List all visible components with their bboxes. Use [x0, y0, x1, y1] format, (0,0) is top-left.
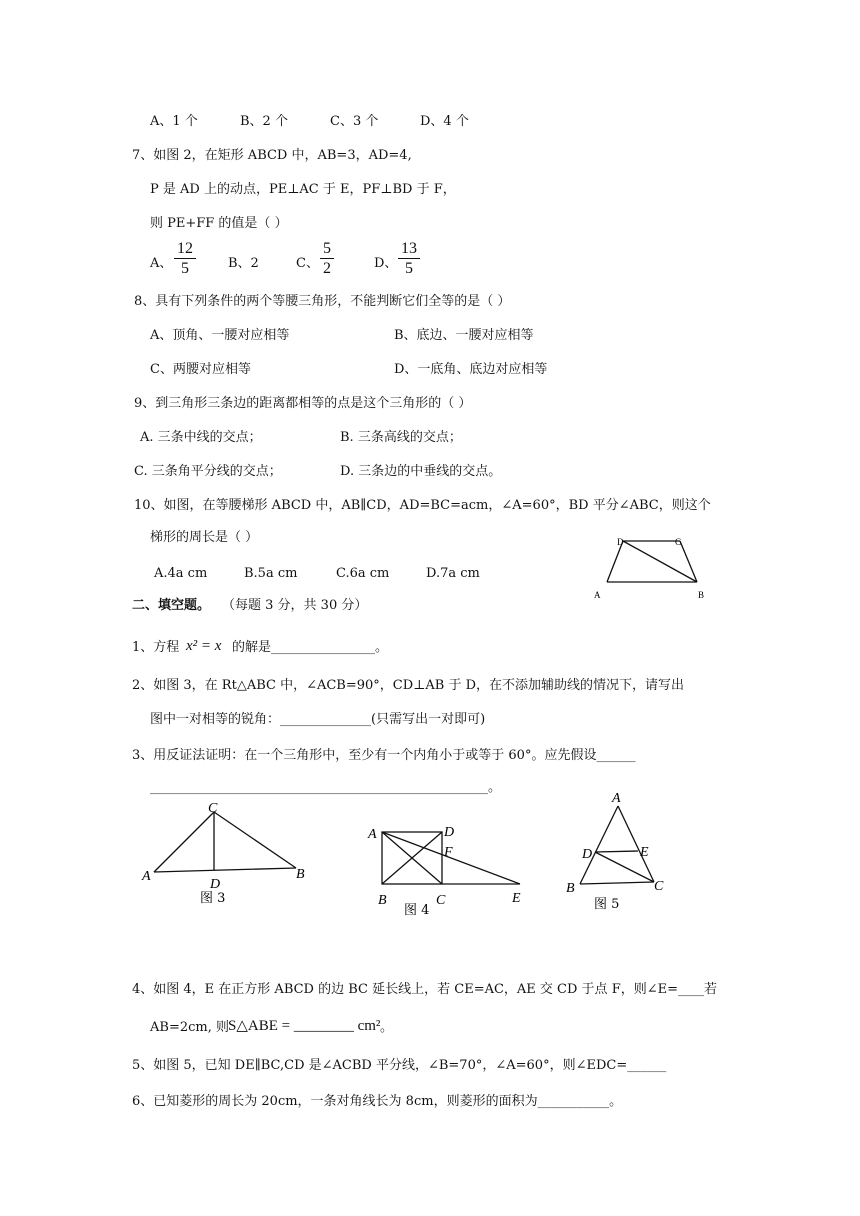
fig4-label-c: C [436, 893, 446, 908]
fig3-label-c: C [208, 801, 218, 816]
q7-line3: 则 PE+FF 的值是（ ） [150, 216, 288, 231]
q10-fig-label-c: C [675, 537, 682, 547]
q7-option-b: B、2 [228, 256, 259, 271]
q7-fraction-d: 13 5 [398, 240, 420, 277]
f4-area-expression: S△ABE = ________ cm² [228, 1018, 381, 1034]
fig3-label-a: A [142, 869, 151, 884]
q10-fig-label-b: B [698, 590, 705, 600]
fig5-label-d: D [582, 847, 593, 862]
q7-line2: P 是 AD 上的动点，PE⊥AC 于 E，PF⊥BD 于 F， [150, 182, 456, 197]
q10-trapezoid-figure [588, 534, 718, 602]
q7-option-d: D、 [374, 256, 398, 271]
f6-text: 6、已知菱形的周长为 20cm，一条对角线长为 8cm，则菱形的面积为___________。 [132, 1094, 623, 1109]
q10-option-d: D.7a cm [426, 566, 480, 581]
q7-fraction-a: 12 5 [174, 240, 196, 277]
fig5-label-a: A [612, 791, 621, 806]
fig5-label-c: C [654, 879, 664, 894]
q9-stem: 9、到三角形三条边的距离都相等的点是这个三角形的（ ） [134, 396, 472, 411]
fig5-label-b: B [566, 881, 575, 896]
q9-option-b: B. 三条高线的交点； [340, 430, 462, 445]
f1-post: 的解是________________。 [232, 640, 389, 655]
q7-fraction-c: 5 2 [320, 240, 334, 277]
q6-option-a: A、1 个 [150, 114, 198, 129]
f1-pre: 1、方程 [132, 640, 180, 655]
f4-line2-post: 。 [380, 1020, 394, 1035]
q6-option-c: C、3 个 [330, 114, 379, 129]
figure-4 [364, 820, 534, 920]
fig5-label-e: E [640, 845, 649, 860]
fig5-caption: 图 5 [594, 897, 620, 912]
figure-3 [136, 796, 316, 916]
f3-line1: 3、用反证法证明：在一个三角形中，至少有一个内角小于或等于 60°。应先假设______ [132, 748, 636, 763]
fig4-label-a: A [368, 827, 377, 842]
q10-fig-label-a: A [594, 590, 601, 600]
f2-line2: 图中一对相等的锐角：______________(只需写出一对即可) [150, 712, 486, 727]
fig3-caption: 图 3 [200, 891, 226, 906]
fig3-label-b: B [296, 867, 305, 882]
q10-line2: 梯形的周长是（ ） [150, 530, 259, 545]
q9-option-a: A. 三条中线的交点； [140, 430, 262, 445]
q10-option-a: A.4a cm [154, 566, 208, 581]
section2-title: 二、填空题。 [132, 598, 211, 613]
f3-line2: ____________________________________________________。 [150, 780, 501, 795]
section2-note: （每题 3 分，共 30 分） [222, 598, 368, 613]
fig4-label-d: D [444, 825, 455, 840]
q7-option-c: C、 [296, 256, 319, 271]
f4-line2-pre: AB=2cm, 则 [150, 1020, 229, 1035]
q8-option-a: A、顶角、一腰对应相等 [150, 328, 290, 343]
fig4-label-e: E [512, 891, 521, 906]
q8-option-b: B、底边、一腰对应相等 [394, 328, 534, 343]
q9-option-d: D. 三条边的中垂线的交点。 [340, 464, 502, 479]
q7-line1: 7、如图 2，在矩形 ABCD 中，AB=3，AD=4, [132, 148, 412, 163]
q6-option-b: B、2 个 [240, 114, 288, 129]
fig4-caption: 图 4 [404, 903, 430, 918]
q9-option-c: C. 三条角平分线的交点； [134, 464, 282, 479]
q10-option-b: B.5a cm [244, 566, 298, 581]
q7-option-a: A、 [150, 256, 173, 271]
q10-line1: 10、如图，在等腰梯形 ABCD 中，AB∥CD，AD=BC=acm，∠A=60°，BD 平分∠ABC，则这个 [134, 498, 711, 513]
f2-line1: 2、如图 3，在 Rt△ABC 中，∠ACB=90°，CD⊥AB 于 D，在不添加辅助线的情况下，请写出 [132, 678, 685, 693]
q10-fig-label-d: D [617, 537, 624, 547]
q10-option-c: C.6a cm [336, 566, 390, 581]
fig3-label-d: D [210, 877, 221, 892]
fig4-label-b: B [378, 893, 387, 908]
figure-5 [560, 788, 680, 914]
q8-option-c: C、两腰对应相等 [150, 362, 251, 377]
f4-line1: 4、如图 4，E 在正方形 ABCD 的边 BC 延长线上，若 CE=AC，AE 交 CD 于点 F，则∠E=____若 [132, 982, 717, 997]
q8-stem: 8、具有下列条件的两个等腰三角形，不能判断它们全等的是（ ） [134, 294, 511, 309]
q6-option-d: D、4 个 [420, 114, 469, 129]
f1-equation: x² = x [186, 638, 222, 654]
q8-option-d: D、一底角、底边对应相等 [394, 362, 548, 377]
fig4-label-f: F [444, 845, 453, 860]
f5-text: 5、如图 5，已知 DE∥BC,CD 是∠ACBD 平分线，∠B=70°，∠A=60°，则∠EDC=______ [132, 1058, 667, 1073]
